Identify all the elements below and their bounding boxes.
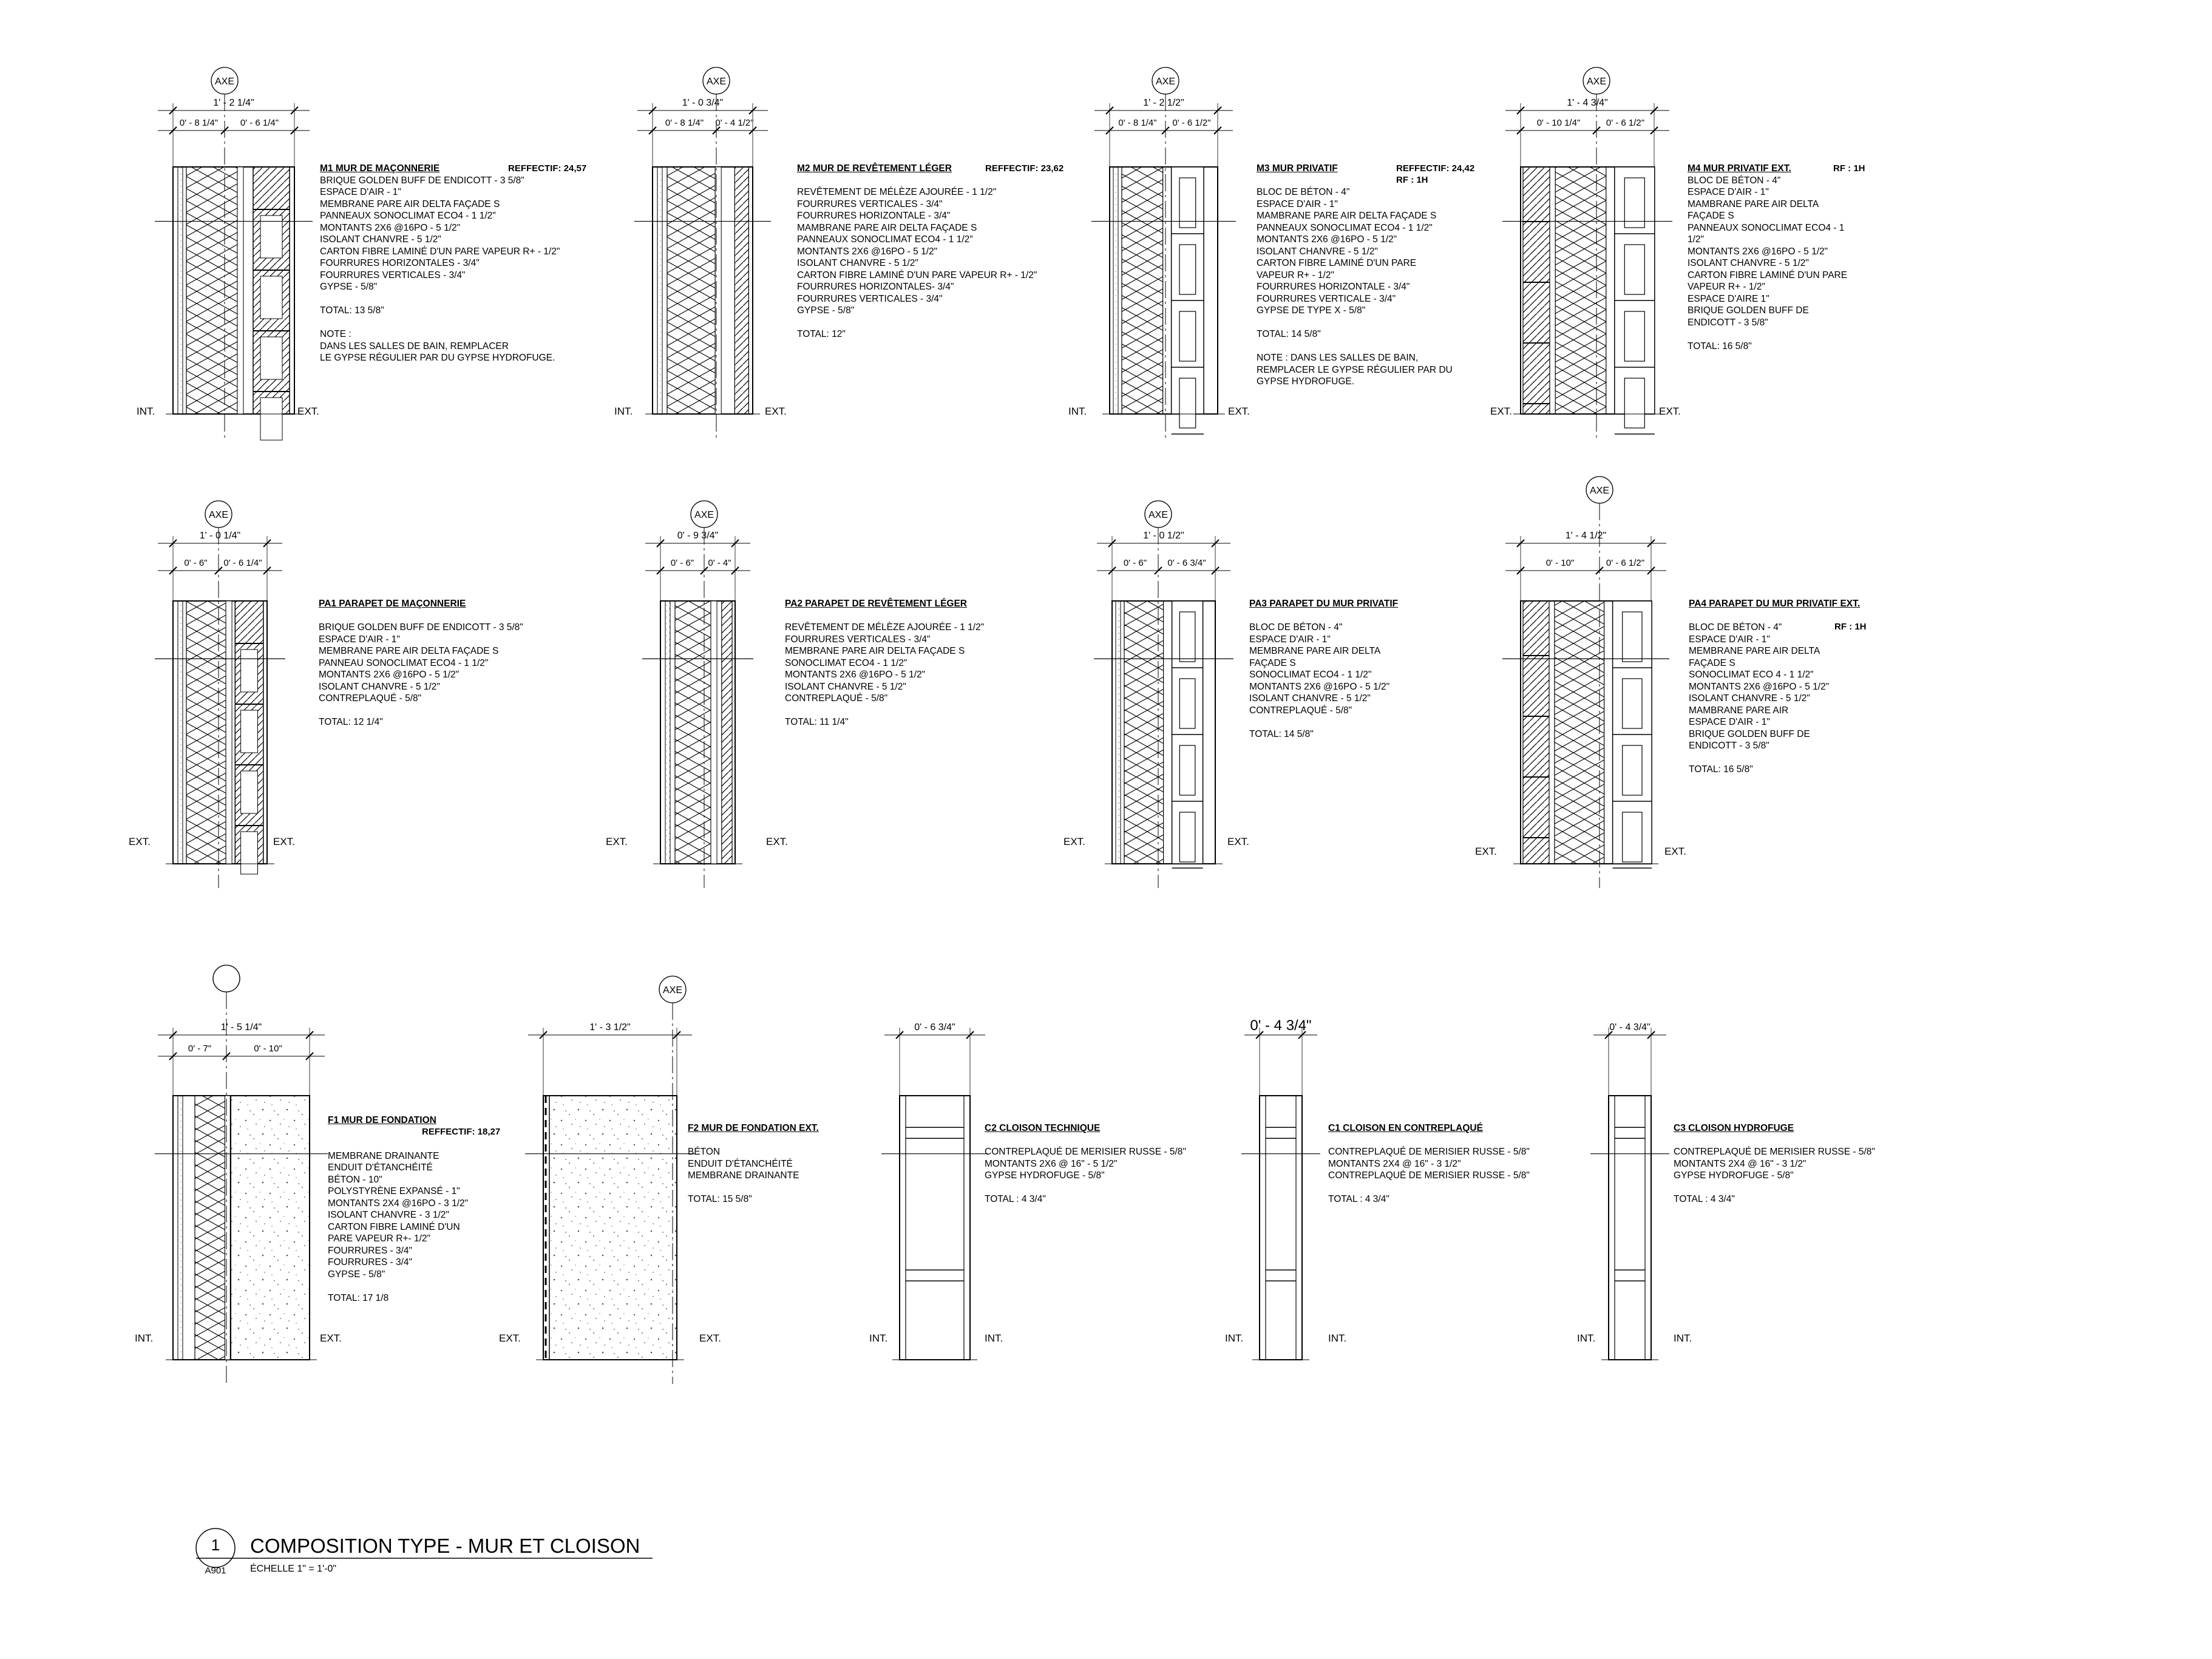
side-label-left: EXT. (499, 1332, 521, 1344)
side-label-right: EXT. (1228, 405, 1250, 417)
spec-line: MONTANTS 2X4 @ 16" - 3 1/2" (1328, 1158, 1461, 1169)
side-label-right: EXT. (766, 836, 788, 847)
spec-line: MONTANTS 2X6 @16PO - 5 1/2" (319, 670, 460, 680)
overall-dimension: 1' - 2 1/4" (213, 98, 254, 108)
stud-cavity (906, 1096, 964, 1360)
axe-label: AXE (1589, 486, 1610, 496)
section-outline (900, 1096, 970, 1360)
sub-dimension-left: 0' - 10" (1545, 558, 1575, 568)
spec-line: CONTREPLAQUÉ - 5/8" (319, 693, 422, 704)
spec-line: ESPACE D'AIRE 1" (1688, 293, 1769, 304)
sub-dimension-right: 0' - 6 3/4" (1167, 558, 1206, 568)
side-label-left: EXT. (129, 836, 151, 847)
spec-line: MONTANTS 2X4 @16PO - 3 1/2" (328, 1198, 469, 1209)
brick-layer (1523, 167, 1550, 414)
stud-cavity (1615, 1096, 1645, 1360)
axe-label: AXE (1155, 76, 1176, 87)
gypsum-layer (178, 601, 183, 864)
sheet-reference: A901 (205, 1566, 226, 1576)
gypsum-layer (1113, 167, 1118, 414)
spec-line: PANNEAUX SONOCLIMAT ECO4 - 1 1/2" (320, 211, 496, 221)
wall-section-pa4 (1475, 477, 1686, 888)
spec-line: MEMBRANE PARE AIR DELTA FAÇADE S (320, 198, 500, 209)
wall-section-c2 (869, 1022, 1003, 1360)
spec-line: ISOLANT CHANVRE - 5 1/2" (320, 234, 441, 245)
spec-line: BRIQUE GOLDEN BUFF DE ENDICOTT - 3 5/8" (319, 622, 523, 633)
spec-line: ESPACE D'AIR - 1" (1689, 717, 1770, 727)
sub-dimension-left: 0' - 8 1/4" (665, 118, 704, 128)
spec-line (1257, 341, 1453, 353)
spec-line: FOURRURES VERTICALES - 3/4" (785, 634, 931, 645)
spec-line: TOTAL: 13 5/8" (320, 305, 384, 316)
fire-rating: RF : 1H (1833, 163, 1865, 174)
spec-line: FOURRURES VERTICALES - 3/4" (797, 198, 943, 209)
spec-line (688, 1135, 819, 1147)
overall-dimension: 1' - 0 1/2" (1143, 531, 1184, 541)
sub-dimension-right: 0' - 6 1/2" (1606, 558, 1645, 568)
sub-dimension-left: 0' - 6" (184, 558, 208, 568)
spec-line: PANNEAUX SONOCLIMAT ECO4 - 1 1/2" (797, 234, 973, 245)
gypsum-layer (657, 167, 662, 414)
gypsum-layer (178, 1096, 183, 1360)
concrete-layer (549, 1096, 677, 1360)
brick-layer (1523, 601, 1549, 864)
spec-line: BLOC DE BÉTON - 4" (1257, 187, 1350, 197)
cladding-layer (722, 601, 732, 864)
spec-line (785, 705, 984, 717)
sub-dimension-left: 0' - 6" (670, 558, 694, 568)
overall-dimension: 1' - 4 3/4" (1567, 98, 1608, 108)
spec-line: MEMBRANE PARE AIR DELTA (1249, 646, 1381, 656)
spec-line: ISOLANT CHANVRE - 5 1/2" (1689, 693, 1810, 704)
spec-line: REVÊTEMENT DE MÉLÈZE AJOURÉE - 1 1/2" (797, 187, 997, 197)
spec-line: TOTAL: 16 5/8" (1688, 341, 1752, 351)
side-label-right: EXT. (1227, 836, 1249, 847)
side-label-left: INT. (1225, 1332, 1244, 1344)
sheet-scale: ÉCHELLE 1" = 1'-0" (250, 1564, 337, 1574)
spec-line: MONTANTS 2X6 @ 16" - 5 1/2" (985, 1158, 1118, 1169)
spec-line (688, 1182, 819, 1194)
spec-line: ESPACE D'AIR - 1" (320, 187, 401, 197)
assembly-notes-pa3 (1249, 598, 1398, 740)
spec-line: ESPACE D'AIR - 1" (1249, 634, 1331, 645)
sheet-title: COMPOSITION TYPE - MUR ET CLOISON (250, 1535, 640, 1557)
insulation-layer (667, 167, 715, 414)
r-value: REFFECTIF: 24,57 (508, 163, 587, 174)
assembly-notes-m3 (1257, 163, 1475, 388)
spec-line: TOTAL: 14 5/8" (1257, 329, 1321, 339)
spec-line: FOURRURES - 3/4" (328, 1245, 412, 1256)
spec-line (1328, 1135, 1530, 1147)
assembly-title: M2 MUR DE REVÊTEMENT LÉGER (797, 163, 952, 174)
spec-line: SONOCLIMAT ECO4 - 1 1/2" (785, 657, 908, 668)
spec-line: FOURRURES HORIZONTALE - 3/4" (797, 211, 951, 221)
assembly-title: F2 MUR DE FONDATION EXT. (688, 1123, 819, 1133)
spec-line: CARTON FIBRE LAMINÉ D'UN PARE (1688, 270, 1848, 280)
spec-line: MAMBRANE PARE AIR DELTA FAÇADE S (1257, 211, 1437, 221)
gypsum-layer (1116, 601, 1121, 864)
spec-line: ENDICOTT - 3 5/8" (1688, 317, 1768, 328)
fire-rating: RF : 1H (1834, 622, 1867, 632)
side-label-right: INT. (985, 1332, 1003, 1344)
spec-line: CARTON FIBRE LAMINÉ D'UN (328, 1221, 460, 1232)
spec-line: GYPSE HYDROFUGE. (1257, 376, 1355, 387)
assembly-notes-pa4 (1689, 598, 1867, 776)
sub-dimension-right: 0' - 10" (254, 1043, 282, 1054)
axe-label: AXE (208, 510, 229, 520)
axe-label: AXE (706, 76, 727, 87)
spec-line: ISOLANT CHANVRE - 5 1/2" (785, 681, 906, 692)
spec-line: MAMBRANE PARE AIR DELTA FAÇADE S (797, 222, 977, 233)
panel-layer (226, 601, 232, 864)
assembly-notes-c3 (1674, 1122, 1875, 1206)
spec-line: ISOLANT CHANVRE - 5 1/2" (1257, 246, 1378, 257)
spec-line: LE GYPSE RÉGULIER PAR DU GYPSE HYDROFUGE. (320, 353, 555, 363)
spec-line: DANS LES SALLES DE BAIN, REMPLACER (320, 341, 509, 351)
spec-line: MONTANTS 2X6 @16PO - 5 1/2" (320, 222, 461, 233)
spec-line: PANNEAUX SONOCLIMAT ECO4 - 1 1/2" (1257, 222, 1433, 233)
insulation-layer (1122, 167, 1163, 414)
assembly-title: PA1 PARAPET DE MAÇONNERIE (319, 599, 466, 609)
spec-line: MAMBRANE PARE AIR DELTA (1688, 198, 1819, 209)
spec-line: GYPSE DE TYPE X - 5/8" (1257, 305, 1366, 316)
spec-line (1249, 716, 1398, 728)
spec-line: FAÇADE S (1249, 657, 1296, 668)
sub-dimension-left: 0' - 10 1/4" (1536, 118, 1581, 128)
spec-line: CONTREPLAQUÉ DE MERISIER RUSSE - 5/8" (985, 1147, 1186, 1157)
spec-line: MEMBRANE DRAINANTE (688, 1170, 799, 1181)
overall-dimension: 0' - 6 3/4" (914, 1022, 955, 1033)
spec-line: BLOC DE BÉTON - 4" (1689, 622, 1782, 633)
side-label-left: EXT. (606, 836, 628, 847)
concrete-layer (231, 1096, 310, 1360)
spec-line: BLOC DE BÉTON - 4" (1688, 175, 1781, 186)
spec-line: ENDUIT D'ÉTANCHÉITÉ (328, 1162, 433, 1173)
spec-line: REVÊTEMENT DE MÉLÈZE AJOURÉE - 1 1/2" (785, 622, 985, 633)
spec-line: ENDUIT D'ÉTANCHÉITÉ (688, 1158, 793, 1169)
spec-line: PANNEAUX SONOCLIMAT ECO4 - 1 (1688, 222, 1845, 233)
side-label-left: EXT. (1490, 405, 1512, 417)
wall-section-pa1 (129, 501, 295, 888)
spec-line: PARE VAPEUR R+- 1/2" (328, 1233, 431, 1244)
spec-line: PANNEAU SONOCLIMAT ECO4 - 1 1/2" (319, 657, 489, 668)
overall-dimension: 0' - 4 3/4" (1609, 1022, 1651, 1033)
assembly-notes-c2 (985, 1122, 1186, 1206)
overall-dimension: 1' - 5 1/4" (220, 1022, 262, 1033)
spec-line (320, 317, 560, 329)
insulation-layer (186, 601, 226, 864)
spec-line: REMPLACER LE GYPSE RÉGULIER PAR DU (1257, 364, 1453, 375)
axe-label: AXE (694, 510, 714, 520)
fire-rating: RF : 1H (1396, 175, 1428, 185)
assembly-title: PA4 PARAPET DU MUR PRIVATIF EXT. (1689, 599, 1861, 609)
spec-line: ISOLANT CHANVRE - 3 1/2" (328, 1210, 449, 1220)
side-label-right: EXT. (320, 1332, 342, 1344)
side-label-right: EXT. (1664, 846, 1686, 857)
overall-dimension: 0' - 9 3/4" (677, 531, 719, 541)
spec-line (797, 175, 1037, 187)
overall-dimension: 1' - 2 1/2" (1143, 98, 1184, 108)
spec-line: FOURRURES - 3/4" (328, 1257, 412, 1267)
spec-line (1328, 1182, 1530, 1194)
spec-line: CONTREPLAQUÉ DE MERISIER RUSSE - 5/8" (1328, 1170, 1530, 1181)
spec-line (328, 1280, 468, 1292)
side-label-right: EXT. (297, 405, 319, 417)
spec-line: GYPSE - 5/8" (328, 1269, 385, 1280)
spec-line: MONTANTS 2X6 @16PO - 5 1/2" (797, 246, 938, 257)
side-label-right: EXT. (699, 1332, 721, 1344)
spec-line: NOTE : (320, 329, 351, 339)
spec-line: GYPSE - 5/8" (797, 305, 855, 316)
spec-line: SONOCLIMAT ECO 4 - 1 1/2" (1689, 670, 1814, 680)
spec-line: SONOCLIMAT ECO4 - 1 1/2" (1249, 670, 1372, 680)
insulation-layer (1124, 601, 1164, 864)
spec-line (1689, 752, 1860, 764)
sub-dimension-right: 0' - 6 1/4" (240, 118, 279, 128)
axe-label: AXE (214, 76, 235, 87)
spec-line: VAPEUR R+ - 1/2" (1257, 270, 1334, 280)
sub-dimension-left: 0' - 8 1/4" (1118, 118, 1157, 128)
spec-line: MONTANTS 2X6 @16PO - 5 1/2" (1688, 246, 1828, 257)
spec-line: TOTAL: 14 5/8" (1249, 728, 1314, 739)
sub-dimension-right: 0' - 4" (708, 558, 731, 568)
gypsum-layer (178, 167, 183, 414)
spec-line: BLOC DE BÉTON - 4" (1249, 622, 1343, 633)
insulation-layer (195, 1096, 225, 1360)
spec-line: MEMBRANE PARE AIR DELTA (1689, 646, 1820, 656)
sub-dimension-right: 0' - 6 1/4" (223, 558, 262, 568)
assembly-notes-f2 (688, 1122, 819, 1206)
side-label-right: EXT. (1659, 405, 1681, 417)
sub-dimension-left: 0' - 6" (1123, 558, 1147, 568)
axe-label: AXE (1148, 510, 1169, 520)
sub-dimension-right: 0' - 6 1/2" (1172, 118, 1211, 128)
side-label-left: INT. (1068, 405, 1087, 417)
insulation-layer (1555, 167, 1606, 414)
assembly-title: F1 MUR DE FONDATION (328, 1115, 436, 1125)
panel-layer (711, 601, 717, 864)
spec-line: NOTE : DANS LES SALLES DE BAIN, (1257, 353, 1419, 363)
spec-line: CARTON FIBRE LAMINÉ D'UN PARE VAPEUR R+ - 1/2" (320, 246, 560, 257)
wall-section-m3 (1068, 67, 1250, 438)
spec-line: ENDICOTT - 3 5/8" (1689, 741, 1769, 751)
spec-line: TOTAL : 4 3/4" (985, 1194, 1046, 1204)
spec-line (319, 705, 523, 717)
insulation-layer (186, 167, 237, 414)
insulation-layer (1555, 601, 1604, 864)
spec-line: MEMBRANE PARE AIR DELTA FAÇADE S (319, 646, 499, 656)
axe-label: AXE (662, 985, 683, 996)
assembly-title: C3 CLOISON HYDROFUGE (1674, 1123, 1794, 1133)
spec-line: ESPACE D'AIR - 1" (1688, 187, 1769, 197)
spec-line: MAMBRANE PARE AIR (1689, 705, 1789, 716)
spec-line (1674, 1182, 1875, 1194)
side-label-left: INT. (869, 1332, 888, 1344)
spec-line: GYPSE - 5/8" (320, 282, 378, 292)
spec-line: MEMBRANE PARE AIR DELTA FAÇADE S (785, 646, 965, 656)
overall-dimension: 0' - 4 3/4" (1250, 1017, 1312, 1034)
wall-section-pa2 (606, 501, 788, 888)
overall-dimension: 1' - 0 1/4" (199, 531, 241, 541)
spec-line: ESPACE D'AIR - 1" (1257, 198, 1338, 209)
assembly-notes-m2 (797, 163, 1064, 341)
spec-line (1249, 610, 1398, 622)
assembly-title: PA2 PARAPET DE REVÊTEMENT LÉGER (785, 599, 967, 609)
wall-section-pa3 (1064, 501, 1249, 888)
spec-line: FAÇADE S (1688, 211, 1734, 221)
axe-label: AXE (1586, 76, 1607, 87)
spec-line: BÉTON (688, 1147, 721, 1157)
spec-line: FOURRURES HORIZONTALES - 3/4" (320, 258, 480, 268)
sub-dimension-left: 0' - 7" (188, 1043, 212, 1054)
spec-line: MONTANTS 2X6 @16PO - 5 1/2" (1249, 681, 1390, 692)
stud-cavity (1266, 1096, 1296, 1360)
wall-section-m1 (137, 67, 319, 440)
spec-line (320, 293, 560, 305)
spec-line: CONTREPLAQUÉ - 5/8" (785, 693, 888, 704)
sub-dimension-right: 0' - 6 1/2" (1606, 118, 1645, 128)
assembly-title: M1 MUR DE MAÇONNERIE (320, 163, 440, 174)
spec-line: CARTON FIBRE LAMINÉ D'UN PARE VAPEUR R+ - 1/2" (797, 270, 1037, 280)
side-label-right: EXT. (273, 836, 295, 847)
spec-line: FOURRURES VERTICALES - 3/4" (320, 270, 466, 280)
panel-layer (237, 167, 243, 414)
detail-number: 1 (211, 1536, 220, 1554)
side-label-left: INT. (137, 405, 155, 417)
spec-line: TOTAL : 4 3/4" (1674, 1194, 1735, 1204)
wall-section-m2 (614, 67, 787, 438)
spec-line: ISOLANT CHANVRE - 5 1/2" (1688, 258, 1809, 268)
spec-line: ESPACE D'AIR - 1" (1689, 634, 1770, 645)
spec-line: MONTANTS 2X6 @16PO - 5 1/2" (785, 670, 926, 680)
assembly-notes-c1 (1328, 1122, 1530, 1206)
spec-line: TOTAL: 15 5/8" (688, 1194, 752, 1204)
spec-line: ISOLANT CHANVRE - 5 1/2" (319, 681, 440, 692)
spec-line: GYPSE HYDROFUGE - 5/8" (1674, 1170, 1794, 1181)
spec-line (985, 1182, 1186, 1194)
cladding-layer (735, 167, 748, 414)
spec-line: FOURRURES HORIZONTALE - 3/4" (1257, 282, 1410, 292)
assembly-notes-pa1 (319, 598, 523, 728)
spec-line: ISOLANT CHANVRE - 5 1/2" (797, 258, 918, 268)
spec-line: ISOLANT CHANVRE - 5 1/2" (1249, 693, 1371, 704)
spec-line: TOTAL: 12 1/4" (319, 717, 383, 727)
side-label-left: EXT. (1475, 846, 1497, 857)
spec-line (319, 610, 523, 622)
r-value: REFFECTIF: 18,27 (422, 1127, 501, 1137)
spec-line: MONTANTS 2X4 @ 16" - 3 1/2" (1674, 1158, 1807, 1169)
assembly-notes-f1 (328, 1114, 501, 1304)
spec-line: FOURRURES HORIZONTALES- 3/4" (797, 282, 954, 292)
gypsum-layer (665, 601, 670, 864)
r-value: REFFECTIF: 24,42 (1396, 163, 1475, 174)
sub-dimension-right: 0' - 4 1/2" (715, 118, 754, 128)
spec-line: TOTAL : 4 3/4" (1328, 1194, 1389, 1204)
spec-line (1688, 328, 1847, 341)
spec-line: BRIQUE GOLDEN BUFF DE (1689, 728, 1810, 739)
side-label-left: INT. (135, 1332, 154, 1344)
spec-line: GYPSE HYDROFUGE - 5/8" (985, 1170, 1105, 1181)
spec-line: ESPACE D'AIR - 1" (319, 634, 400, 645)
side-label-right: INT. (1328, 1332, 1347, 1344)
side-label-right: EXT. (765, 405, 787, 417)
spec-line (1689, 610, 1860, 622)
wall-section-f1 (135, 965, 342, 1384)
spec-line: VAPEUR R+ - 1/2" (1688, 282, 1765, 292)
spec-line: TOTAL: 12" (797, 329, 846, 339)
assembly-title: C1 CLOISON EN CONTREPLAQUÉ (1328, 1123, 1483, 1133)
side-label-left: INT. (1577, 1332, 1596, 1344)
insulation-layer (675, 601, 711, 864)
spec-line: 1/2" (1688, 234, 1705, 245)
spec-line (797, 317, 1037, 329)
assembly-title: M4 MUR PRIVATIF EXT. (1688, 163, 1791, 174)
spec-line: MONTANTS 2X6 @16PO - 5 1/2" (1689, 681, 1830, 692)
wall-section-m4 (1490, 67, 1681, 438)
spec-line (1257, 317, 1453, 329)
side-label-right: INT. (1674, 1332, 1692, 1344)
spec-line: FOURRURES VERTICALES - 3/4" (797, 293, 943, 304)
assembly-title: PA3 PARAPET DU MUR PRIVATIF (1249, 599, 1399, 609)
side-label-left: INT. (614, 405, 633, 417)
spec-line: TOTAL: 16 5/8" (1689, 764, 1753, 775)
spec-line: TOTAL: 17 1/8 (328, 1292, 389, 1303)
spec-line: CARTON FIBRE LAMINÉ D'UN PARE (1257, 258, 1417, 268)
spec-line: BRIQUE GOLDEN BUFF DE (1688, 305, 1809, 316)
spec-line: CONTREPLAQUÉ DE MERISIER RUSSE - 5/8" (1674, 1147, 1875, 1157)
side-label-left: EXT. (1064, 836, 1085, 847)
spec-line: CONTREPLAQUÉ DE MERISIER RUSSE - 5/8" (1328, 1147, 1530, 1157)
overall-dimension: 1' - 0 3/4" (682, 98, 724, 108)
r-value: REFFECTIF: 23,62 (985, 163, 1064, 174)
spec-line: POLYSTYRÈNE EXPANSÉ - 1" (328, 1186, 460, 1196)
spec-line: FOURRURES VERTICALE - 3/4" (1257, 293, 1396, 304)
axe-bubble-extra (213, 965, 240, 992)
spec-line (985, 1135, 1186, 1147)
spec-line (328, 1138, 468, 1150)
assembly-notes-m4 (1688, 163, 1865, 352)
assembly-title: C2 CLOISON TECHNIQUE (985, 1123, 1101, 1133)
assembly-title: M3 MUR PRIVATIF (1257, 163, 1338, 174)
spec-line: MEMBRANE DRAINANTE (328, 1150, 439, 1161)
spec-line: MONTANTS 2X6 @16PO - 5 1/2" (1257, 234, 1397, 245)
overall-dimension: 1' - 3 1/2" (589, 1022, 631, 1033)
spec-line: TOTAL: 11 1/4" (785, 717, 849, 727)
overall-dimension: 1' - 4 1/2" (1565, 531, 1607, 541)
spec-line (785, 610, 984, 622)
spec-line: BÉTON - 10" (328, 1174, 382, 1185)
spec-line: FAÇADE S (1689, 657, 1735, 668)
spec-line (1674, 1135, 1875, 1147)
assembly-notes-m1 (320, 163, 587, 364)
spec-line: CONTREPLAQUÉ - 5/8" (1249, 705, 1352, 716)
assembly-notes-pa2 (785, 598, 984, 728)
sub-dimension-left: 0' - 8 1/4" (179, 118, 219, 128)
spec-line: BRIQUE GOLDEN BUFF DE ENDICOTT - 3 5/8" (320, 175, 524, 186)
